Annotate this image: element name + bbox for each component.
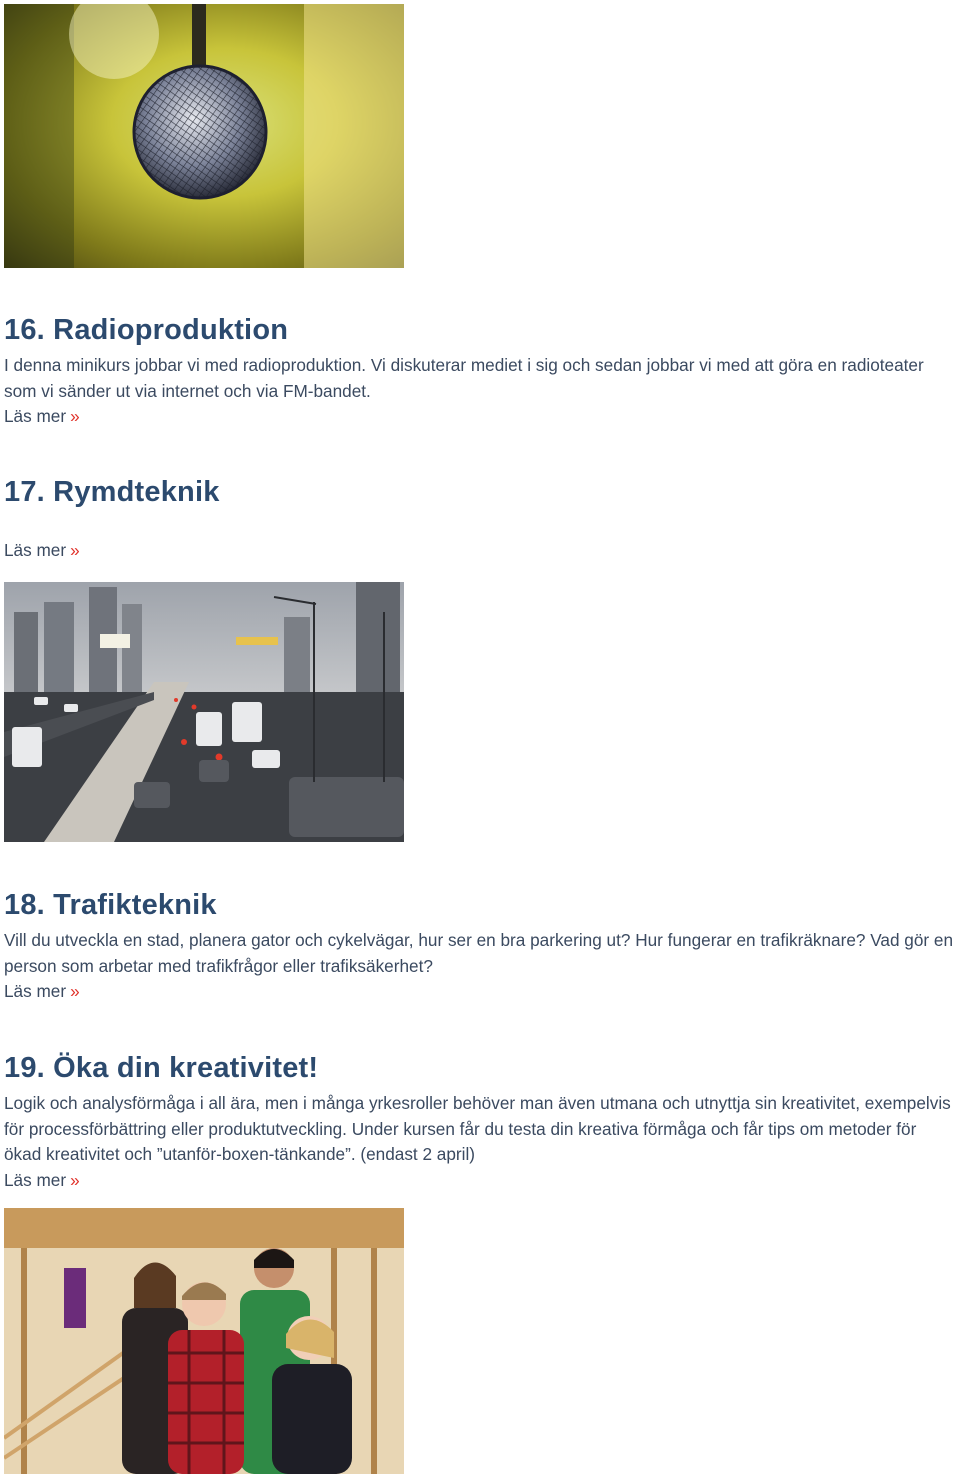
read-more-label: Läs mer	[4, 981, 67, 1001]
read-more-arrow-icon: »	[70, 406, 80, 426]
course-trafikteknik	[4, 888, 956, 1005]
read-more-label: Läs mer	[4, 540, 67, 560]
read-more-label: Läs mer	[4, 406, 67, 426]
students-illustration	[4, 1208, 404, 1474]
read-more-arrow-icon: »	[70, 981, 80, 1001]
course-title: 19. Öka din kreativitet!	[4, 1052, 319, 1084]
traffic-illustration	[4, 582, 404, 842]
course-title: 18. Trafikteknik	[4, 889, 217, 921]
read-more-link[interactable]	[4, 979, 80, 1005]
city-traffic-photo	[4, 582, 404, 842]
group-of-students-photo	[4, 1208, 404, 1474]
microphone-photo	[4, 4, 404, 268]
course-description: Logik och analysförmåga i all ära, men i många yrkesroller behöver man även utmana och utnyttja sin kreativitet, exempelvis för processförbättring eller produktutveckling. Under kursen får du testa din kreativa förmåga och får tips om metoder för ökad kreativitet och ”utanför-boxen-tänkande”. (endast 2 april)	[4, 1093, 951, 1164]
read-more-link[interactable]	[4, 404, 80, 430]
course-description: I denna minikurs jobbar vi med radioproduktion. Vi diskuterar mediet i sig och sedan jobbar vi med att göra en radioteater som vi sänder ut via internet och via FM-bandet.	[4, 355, 924, 401]
course-description: Vill du utveckla en stad, planera gator och cykelvägar, hur ser en bra parkering ut? Hur fungerar en trafikräknare? Vad gör en person som arbetar med trafikfrågor eller trafiksäkerhet?	[4, 930, 954, 976]
course-title: 17. Rymdteknik	[4, 476, 220, 508]
course-radioproduktion	[4, 313, 956, 430]
course-rymdteknik	[4, 475, 956, 564]
read-more-arrow-icon: »	[70, 540, 80, 560]
course-title: 16. Radioproduktion	[4, 314, 289, 346]
course-oka-din-kreativitet	[4, 1051, 956, 1193]
read-more-link[interactable]	[4, 1168, 80, 1194]
read-more-label: Läs mer	[4, 1169, 67, 1190]
read-more-arrow-icon: »	[70, 1169, 80, 1190]
read-more-link[interactable]	[4, 538, 80, 564]
microphone-illustration	[4, 4, 404, 268]
